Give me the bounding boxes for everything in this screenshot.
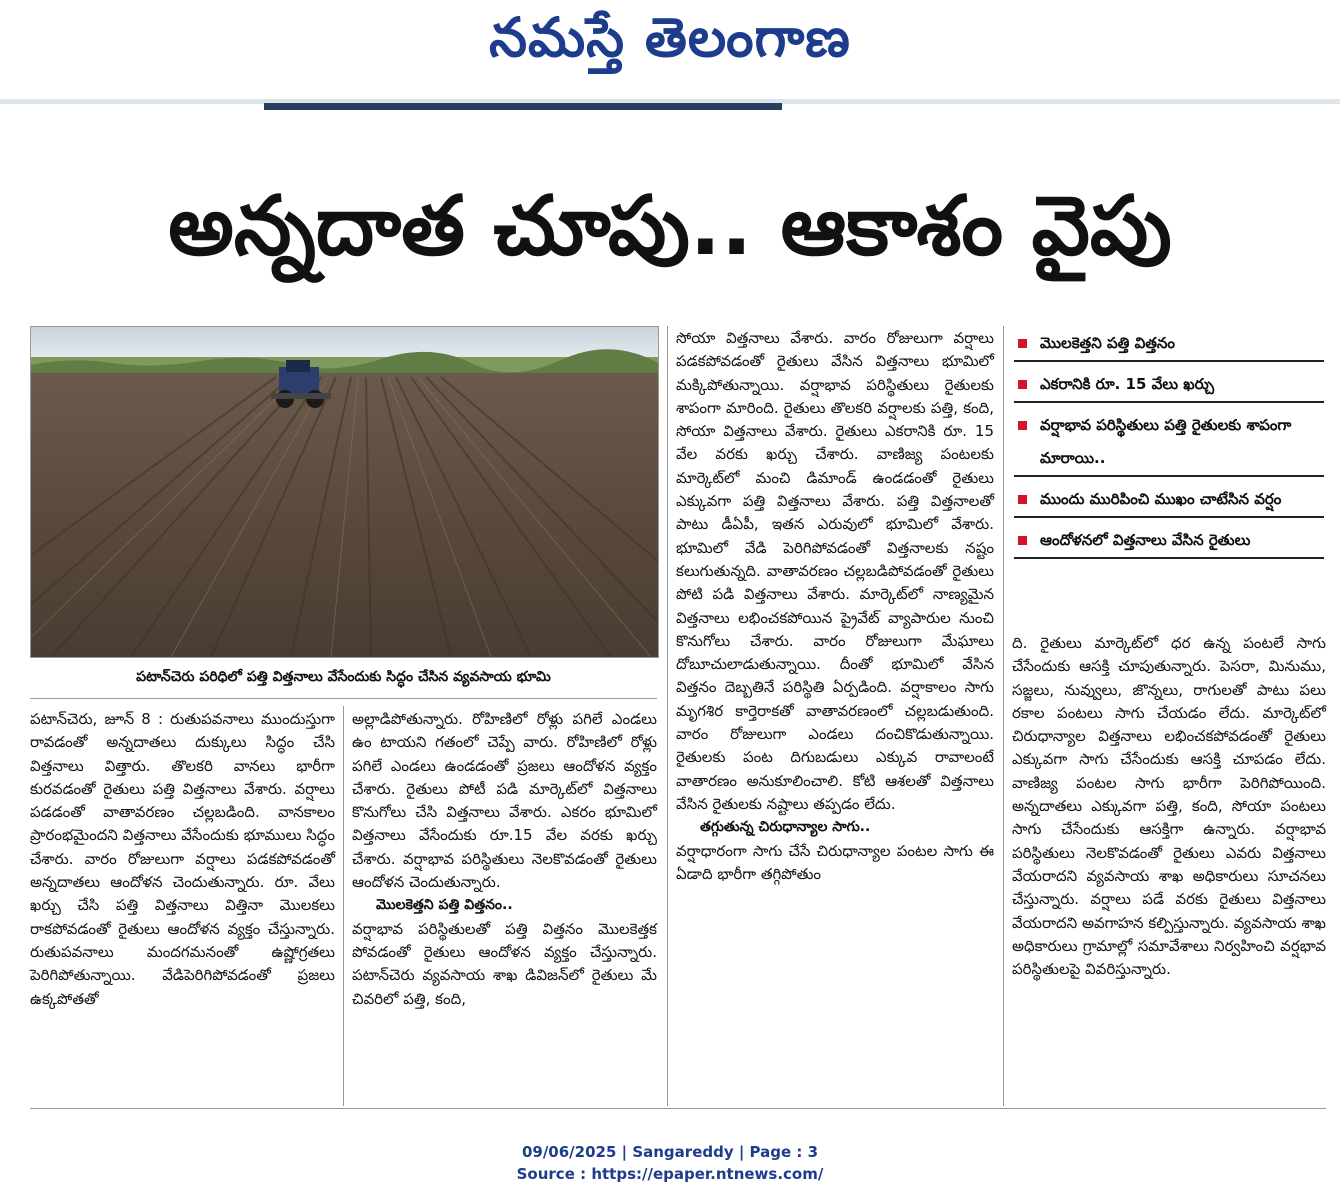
bullet-icon (1018, 536, 1027, 545)
bullet-icon (1018, 495, 1027, 504)
column-divider (1003, 326, 1004, 1106)
masthead (0, 0, 1340, 110)
footer-dateline: 09/06/2025 | Sangareddy | Page : 3 (521, 1143, 819, 1161)
article-column-1 (30, 708, 335, 1011)
highlight-text: ఎకరానికి రూ. 15 వేలు ఖర్చు (1040, 375, 1215, 393)
article-column-2 (352, 708, 657, 1011)
highlight-item (1014, 368, 1324, 403)
section-subhead: మొలకెత్తని పత్తి విత్తనం.. (376, 897, 513, 914)
article-paragraph: వర్షాభావ పరిస్థితులతో పత్తి విత్తనం మొలకెత్తక పోవడంతో రైతులు ఆందోళన వ్యక్తం చేస్తున్నారు. పటాన్‌చెరు వ్యవసాయ శాఖ డివిజన్‌లో రైతులు మే చివరిలో పత్తి, కంది, (352, 919, 657, 1008)
highlight-item (1014, 409, 1324, 477)
highlight-item (1014, 483, 1324, 518)
section-subhead: తగ్గుతున్న చిరుధాన్యాల సాగు.. (700, 819, 871, 836)
article-paragraph: సోయా విత్తనాలు వేశారు. వారం రోజులుగా వర్షాలు పడకపోవడంతో రైతులు వేసిన విత్తనాలు భూమిలో మక్కిపోతున్నాయి. వర్షాభావ పరిస్థితులు రైతులకు శాపంగా మారింది. రైతులు తొలకరి వర్షాలకు పత్తి, కంది, సోయా విత్తనాలు వేశారు. రైతులు ఎకరానికి రూ. 15 వేల వరకు ఖర్చు చేశారు. వాణిజ్య పంటలకు మార్కెట్‌లో మంచి డిమాండ్ ఉండడంతో రైతులు ఎక్కువగా పత్తి విత్తనాలు వేశారు. పత్తి విత్తనాలతో పాటు డీఏపీ, ఇతన ఎరువులో భూమిలో వేశారు. భూమిలో వేడి పెరిగిపోవడంతో విత్తనాలకు నష్టం కలుగుతున్నది. వాతావరణం చల్లబడిపోవడంతో రైతులు పోటి పడి విత్తనాలు వేశారు. మార్కెట్‌లో నాణ్యమైన విత్తనాలు లభించకపోయిన ప్రైవేట్ వ్యాపారుల నుంచి కొనుగోలు చేశారు. వారం రోజులుగా మేఘాలు దోబూచులాడుతున్నాయి. దీంతో భూమిలో వేసిన విత్తనం దెబ్బతినే పరిస్థితి ఏర్పడింది. వర్షాకాలం సాగు మృగశిర కార్తెరాకతో వాతావరణంలో చల్లబడుతుంది. వారం రోజులుగా ఎండలు దంచికొడుతున్నాయి. రైతులకు పంట దిగుబడులు ఎక్కువ రావాలంటే వాతారణం అనుకూలించాలి. కోటి ఆశలతో విత్తనాలు వేసిన రైతులకు నష్టాలు తప్పడం లేదు. (676, 329, 994, 813)
caption-divider (30, 698, 657, 699)
highlight-text: మొలకెత్తని పత్తి విత్తనం (1040, 334, 1176, 352)
highlight-item (1014, 327, 1324, 362)
highlight-item (1014, 524, 1324, 559)
highlight-text: వర్షాభావ పరిస్థితులు పత్తి రైతులకు శాపంగా మారాయి.. (1040, 416, 1292, 467)
bullet-icon (1018, 380, 1027, 389)
article-paragraph: ది. రైతులు మార్కెట్‌లో ధర ఉన్న పంటలే సాగు చేసేందుకు ఆసక్తి చూపుతున్నారు. పెసరా, మినుము, సజ్జలు, నువ్వులు, జొన్నలు, రాగులతో పాటు పలు రకాల పంటలు సాగు చేయడం లేదు. మార్కెట్‌లో చిరుధాన్యాల విత్తనాలు లభించకపోవడంతో రైతులు ఎక్కువగా సాగు చేసేందుకు ఆసక్తి చూపడం లేదు. వాణిజ్య పంటల సాగు భారీగా పెరిగిపోయింది. అన్నదాతలు ఎక్కువగా పత్తి, కంది, సోయా పంటలు సాగు చేసేందుకు ఆసక్తిగా ఉన్నారు. వర్షాభావ పరిస్థితులు నెలకొవడంతో రైతులు ఎవరు విత్తనాలు వేయరాదని వ్యవసాయ శాఖ అధికారులు సూచనలు చేస్తున్నారు. వర్షాలు పడే వరకు రైతులు విత్తనాలు వేయరాదని అవగాహన కల్పిస్తున్నారు. వ్యవసాయ శాఖ అధికారులు గ్రామాల్లో సమావేశాలు నిర్వహించి వర్షభావ పరిస్థితులపై వివరిస్తున్నారు. (1012, 634, 1326, 979)
newspaper-logo: నమస్తే తెలంగాణ (489, 6, 851, 69)
footer-source: Source : https://epaper.ntnews.com/ (516, 1165, 824, 1183)
column-divider (667, 326, 668, 1106)
article-paragraph: అల్లాడిపోతున్నారు. రోహిణిలో రోళ్లు పగిలే ఎండలు ఉం టాయని గతంలో చెప్పే వారు. రోహిణిలో రోళ్లు పగిలే ఎండలు ఉండడంతో ప్రజలు ఆందోళన వ్యక్తం చేశారు. రైతులు పోటీ పడి మార్కెట్‌లో విత్తనాలు కొనుగోలు చేసి విత్తనాలు వేశారు. ఎకరం భూమిలో విత్తనాలు వేసేందుకు రూ.15 వేల వరకు ఖర్చు చేశారు. వర్షాభావ పరిస్థితులు నెలకొవడంతో రైతులు ఆందోళన చెందుతున్నారు. (352, 710, 657, 892)
article-photo (30, 326, 659, 658)
bullet-icon (1018, 339, 1027, 348)
highlights-box (1014, 327, 1324, 565)
article-column-3 (676, 327, 994, 886)
photo-caption: పటాన్‌చెరు పరిధిలో పత్తి విత్తనాలు వేసేందుకు సిద్ధం చేసిన వ్యవసాయ భూమి (136, 669, 551, 685)
masthead-bar (264, 103, 782, 110)
article-headline: అన్నదాత చూపు.. ఆకాశం వైపు (168, 179, 1172, 274)
farm-field-illustration (31, 327, 658, 657)
highlight-text: ముందు మురిపించి ముఖం చాటేసిన వర్షం (1040, 490, 1282, 508)
bullet-icon (1018, 421, 1027, 430)
highlight-text: ఆందోళనలో విత్తనాలు వేసిన రైతులు (1040, 531, 1251, 549)
article-paragraph: వర్షాధారంగా సాగు చేసే చిరుధాన్యాల పంటల సాగు ఈ ఏడాది భారీగా తగ్గిపోతుం (676, 841, 994, 883)
article-paragraph: పటాన్‌చెరు, జూన్ 8 : రుతుపవనాలు ముందుస్తుగా రావడంతో అన్నదాతలు దుక్కులు సిద్ధం చేసి విత్తనాలు విత్తారు. తొలకరి వానలు భారీగా కురవడంతో రైతులు పత్తి విత్తనాలు వేశారు. వర్షాలు పడడంతో వాతావరణం చల్లబడింది. వానకాలం ప్రారంభమైందని విత్తనాలు వేసేందుకు భూములు సిద్ధం చేశారు. వారం రోజులుగా వర్షాలు పడకపోవడంతో అన్నదాతలు ఆందోళన చెందుతున్నారు. రూ. వేలు ఖర్చు చేసి పత్తి విత్తనాలు విత్తినా మొలకలు రాకపోవడంతో రైతులు ఆందోళన వ్యక్తం చేస్తున్నారు. రుతుపవనాలు మందగమనంతో ఉష్ణోగ్రతలు పెరిగిపోతున్నాయి. వేడిపెరిగిపోవడంతో ప్రజలు ఉక్కపోతతో (30, 710, 335, 1008)
column-divider (343, 706, 344, 1106)
footer-divider (30, 1108, 1326, 1109)
article-column-4 (1012, 632, 1326, 981)
